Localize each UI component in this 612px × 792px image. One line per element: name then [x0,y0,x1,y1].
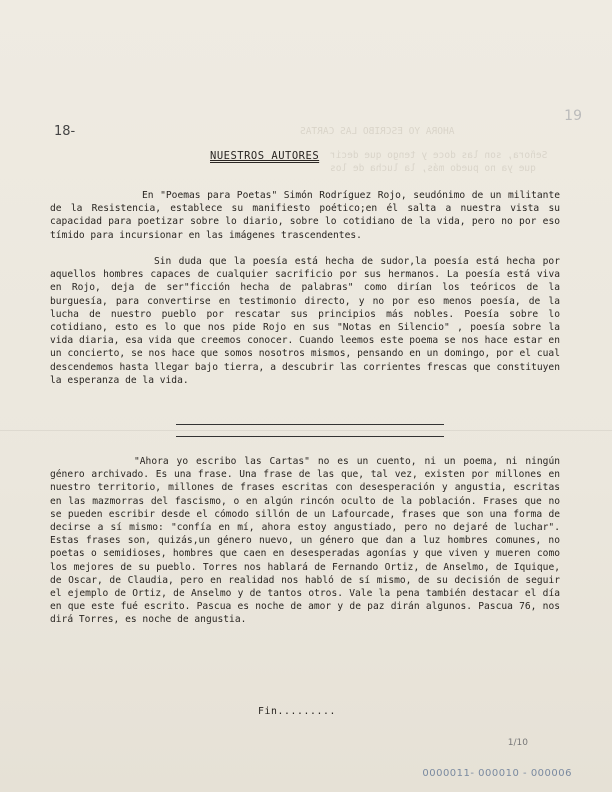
divider-line [176,424,444,425]
margin-mark: 1/10 [507,738,528,748]
paragraph-rojo-intro: En "Poemas para Poetas" Simón Rodríguez Rojo, seudónimo de un militante de la Resistencia, establece su manifiesto poético;en él salta a nuestra vista su capacidad para poetizar sobre lo diario, sobre lo cotidiano de la vida, pero no por eso tímido para incursionar en las imágenes trascendentes. [50,190,560,241]
page-number: 18- [54,124,76,139]
corner-page-mark: 19 [564,108,582,124]
bleed-through-text: que ya no puedo más, la lucha de los [330,163,536,174]
divider-line [176,436,444,437]
bleed-through-text: AHORA YO ESCRIBO LAS CARTAS [300,126,455,137]
paragraph-torres-cartas: "Ahora yo escribo las Cartas" no es un cuento, ni un poema, ni ningún género archivado. Es una frase. Una frase de las que, tal vez, existen por millones en nuestro territorio, millones de frases escritas con desesperación y angustia, escritas en las mazmorras del fascismo, o en algún rincón oculto de la población. Frases que no se pueden escribir desde el cómodo sillón de un Lafourcade, frases que son una forma de decirse a sí mismo: "confía en mí, ahora estoy angustiado, pero no dejaré de luchar". Estas frases son, quizás,un género nuevo, un género que dan a luz hombres comunes, no poetas o semidioses, hombres que caen en desesperadas agonías y que viven y mueren como los mejores de su pueblo. Torres nos hablará de Fernando Ortiz, de Anselmo, de Iquique, de Oscar, de Claudia, pero en realidad nos habló de sí mismo, de su decisión de seguir el ejemplo de Ortiz, de Anselmo y de tantos otros. Vale la pena también destacar el día en que este fué escrito. Pascua es noche de amor y de paz dirán algunos. Pascua 76, nos dirá Torres, es noche de angustia. [50,456,560,626]
closing-fin: Fin......... [258,706,336,717]
paper-fold [0,430,612,431]
paragraph-rojo-poetry: Sin duda que la poesía está hecha de sudor,la poesía está hecha por aquellos hombres capaces de cualquier sacrificio por sus hermanos. La poesía está viva en Rojo, deja de ser"ficción hecha de palabras" como dirían los teóricos de la burguesía, para convertirse en testimonio directo, y no por eso menos poesía, de la lucha de nuestro pueblo por rescatar sus principios más nobles. Poesía sobre lo cotidiano, esto es lo que nos pide Rojo en sus "Notas en Silencio" , poesía sobre la vida diaria, esa vida que creemos conocer. Cuando leemos este poema se nos hace estar en un concierto, se nos hace que somos nosotros mismos, pensando en un domingo, por el cual descendemos hasta llegar bajo tierra, a descubrir las corrientes frescas que constituyen la esperanza de la vida. [50,256,560,386]
bleed-through-text: Señora, son las doce y tengo que decir [330,150,548,161]
archive-stamp-code: 0000011- 000010 - 000006 [422,768,572,779]
section-title: NUESTROS AUTORES [210,150,320,162]
